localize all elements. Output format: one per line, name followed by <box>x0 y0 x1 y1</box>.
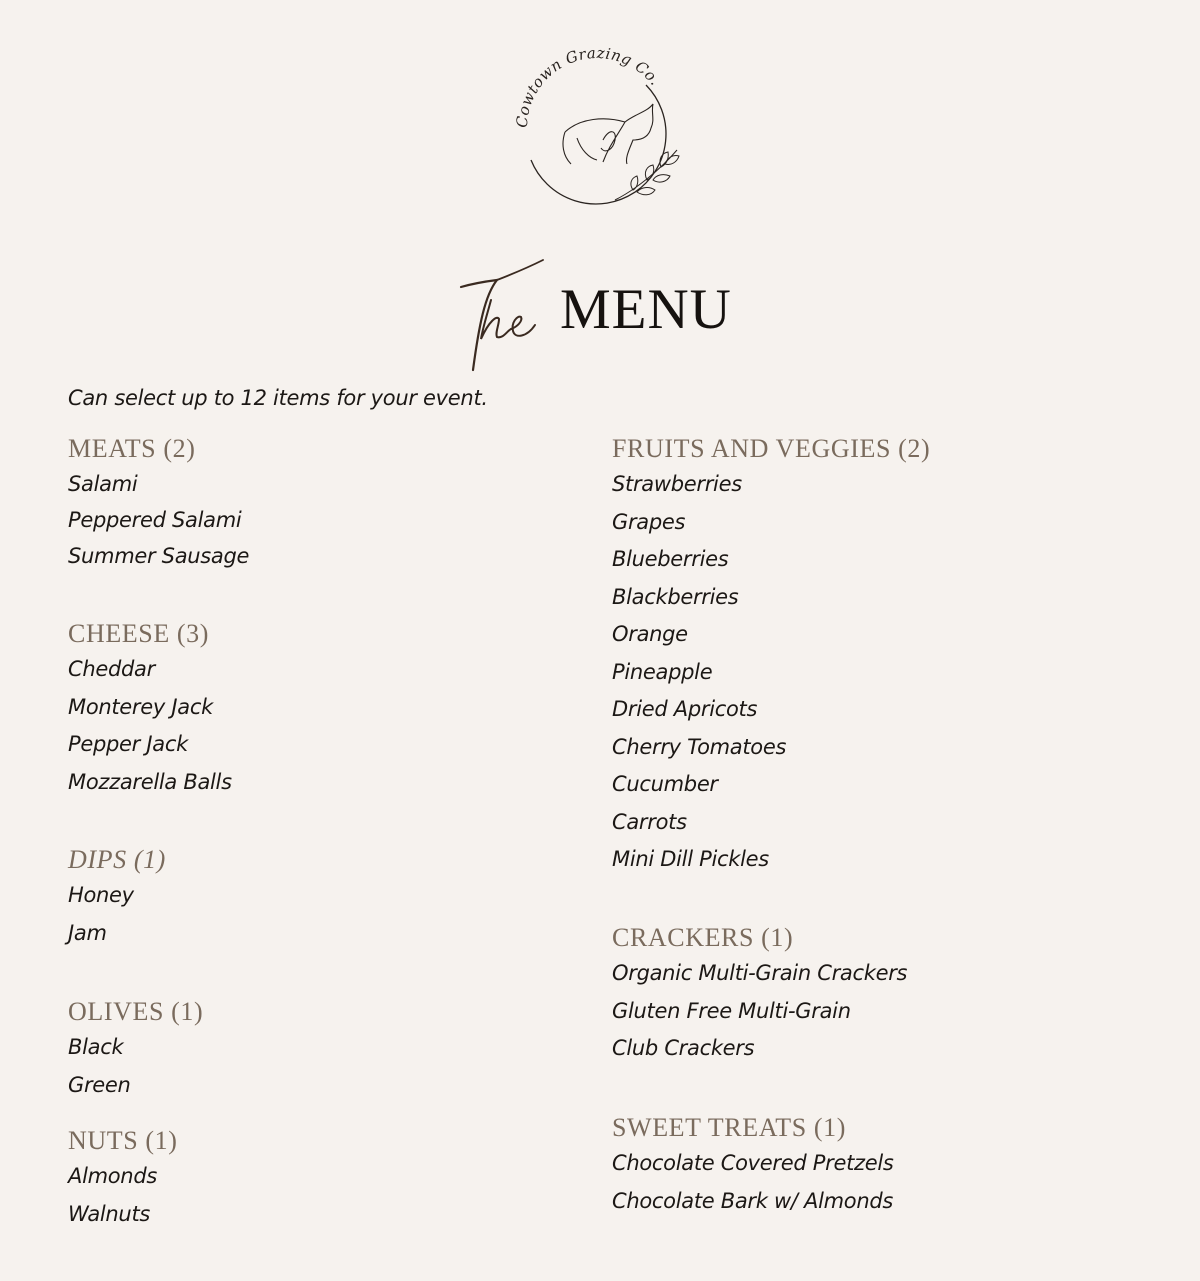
intro-text: Can select up to 12 items for your event. <box>68 386 488 410</box>
section-cheese <box>68 621 232 809</box>
section-dips <box>68 847 166 960</box>
list-item: Pepper Jack <box>68 732 188 756</box>
list-item: Green <box>68 1072 131 1097</box>
list-item: Cheddar <box>68 657 155 681</box>
section-title-cheese: CHEESE (3) <box>68 619 210 648</box>
list-item: Club Crackers <box>612 1036 755 1060</box>
list-item: Cucumber <box>612 772 718 796</box>
list-item: Walnuts <box>68 1201 151 1226</box>
section-olives <box>68 999 203 1112</box>
section-title-nuts: NUTS (1) <box>68 1126 178 1155</box>
section-fruits-and-veggies <box>612 436 930 887</box>
list-item: Salami <box>68 472 138 496</box>
list-item: Mozzarella Balls <box>68 769 232 794</box>
page-title <box>455 255 755 380</box>
list-item: Organic Multi-Grain Crackers <box>612 961 908 985</box>
list-item: Cherry Tomatoes <box>612 734 787 759</box>
list-item: Jam <box>68 920 107 945</box>
list-item: Dried Apricots <box>612 697 758 721</box>
list-item: Pineapple <box>612 659 713 684</box>
list-item: Chocolate Bark w/ Almonds <box>612 1188 894 1213</box>
list-item: Carrots <box>612 809 687 834</box>
list-item: Blackberries <box>612 584 739 609</box>
section-title-olives: OLIVES (1) <box>68 997 204 1026</box>
svg-text:Cowtown Grazing Co. <box>513 44 665 128</box>
section-nuts <box>68 1128 178 1241</box>
title-script-the <box>455 255 555 380</box>
list-item: Gluten Free Multi-Grain <box>612 998 851 1023</box>
list-item: Honey <box>68 883 134 907</box>
list-item: Orange <box>612 622 688 646</box>
section-sweet-treats <box>612 1115 894 1228</box>
section-meats <box>68 436 249 582</box>
list-item: Black <box>68 1035 124 1059</box>
logo-text: Cowtown Grazing Co. <box>512 43 665 129</box>
list-item: Monterey Jack <box>68 694 213 719</box>
list-item: Mini Dill Pickles <box>612 847 769 871</box>
section-title-crackers: CRACKERS (1) <box>612 923 794 952</box>
list-item: Summer Sausage <box>68 544 250 568</box>
section-title-fruits: FRUITS AND VEGGIES (2) <box>612 434 931 463</box>
section-crackers <box>612 925 907 1076</box>
list-item: Blueberries <box>612 547 729 571</box>
section-title-sweets: SWEET TREATS (1) <box>612 1113 846 1142</box>
list-item: Chocolate Covered Pretzels <box>612 1151 894 1175</box>
section-title-dips: DIPS (1) <box>68 845 166 874</box>
list-item: Strawberries <box>612 472 742 496</box>
list-item: Almonds <box>68 1164 157 1188</box>
section-title-meats: MEATS (2) <box>68 434 196 463</box>
brand-logo <box>505 40 695 210</box>
list-item: Grapes <box>612 509 686 534</box>
title-menu: MENU <box>560 278 732 341</box>
list-item: Peppered Salami <box>68 508 242 532</box>
